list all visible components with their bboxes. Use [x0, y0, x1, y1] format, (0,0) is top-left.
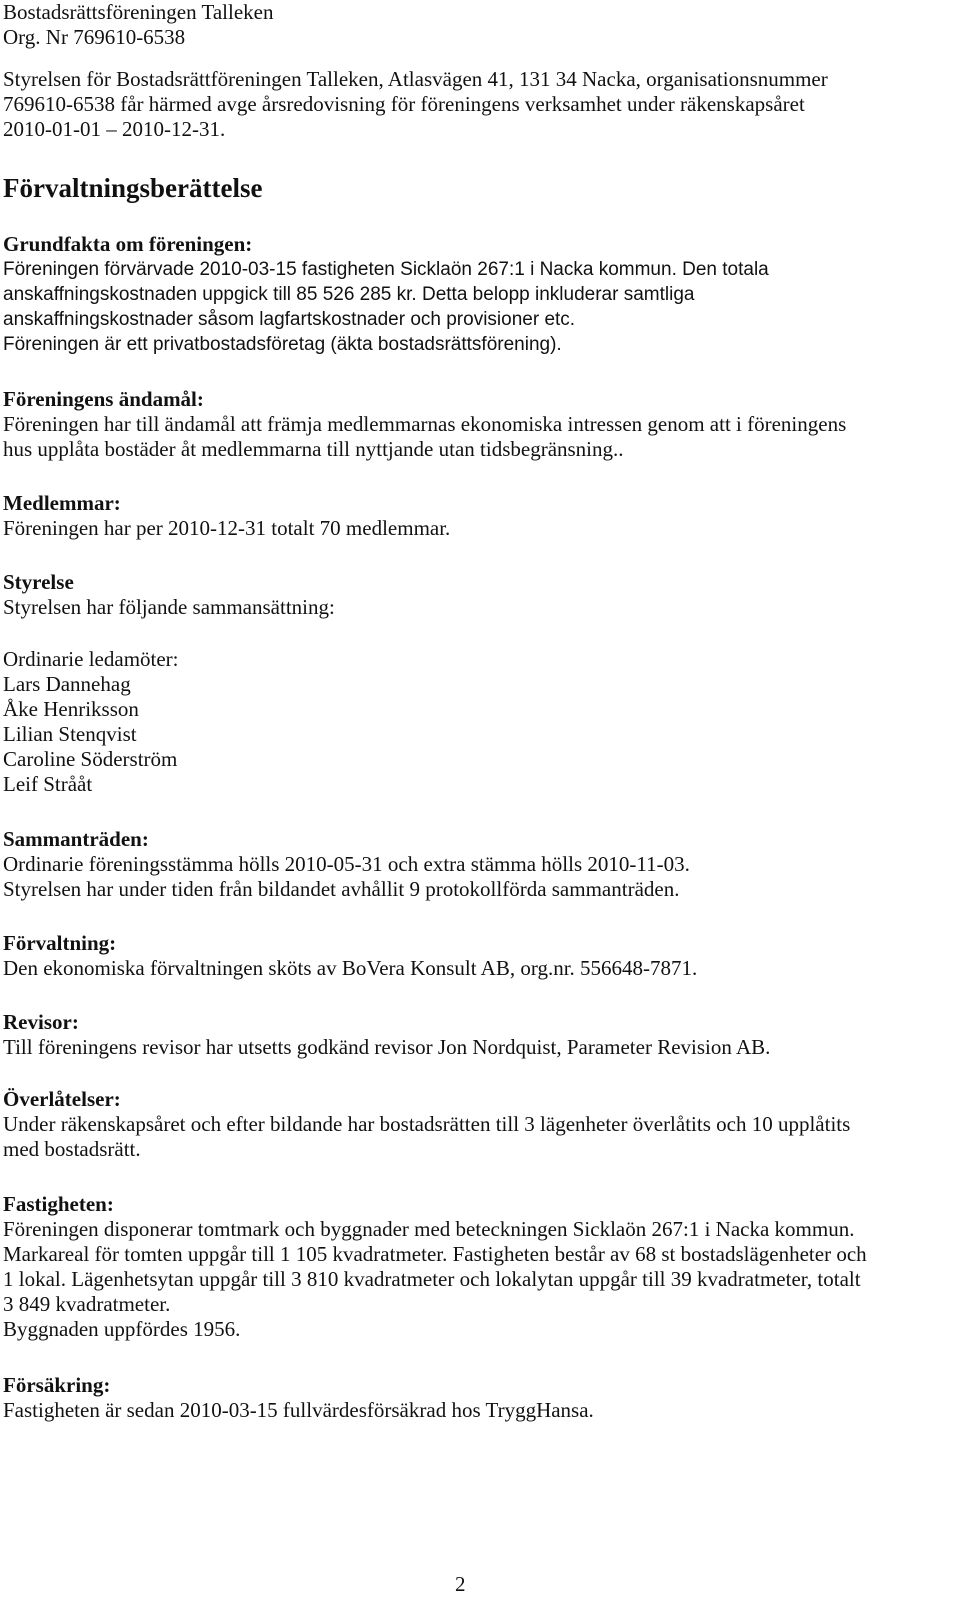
section-heading: Styrelse: [3, 570, 74, 594]
paragraph-line: anskaffningskostnaden uppgick till 85 526 285 kr. Detta belopp inkluderar samtliga: [3, 284, 695, 305]
board-members: [3, 647, 179, 797]
paragraph-line: 3 849 kvadratmeter.: [3, 1292, 171, 1316]
paragraph-line: Markareal för tomten uppgår till 1 105 kvadratmeter. Fastigheten består av 68 st bostadslägenheter och: [3, 1242, 867, 1266]
board-member: Leif Strååt: [3, 772, 93, 796]
paragraph-line: Föreningen har per 2010-12-31 totalt 70 medlemmar.: [3, 516, 451, 540]
section-heading: Försäkring:: [3, 1373, 111, 1397]
paragraph-line: Styrelsen har under tiden från bildandet avhållit 9 protokollförda sammanträden.: [3, 877, 680, 901]
section-heading: Revisor:: [3, 1010, 79, 1034]
board-member: Åke Henriksson: [3, 697, 139, 721]
paragraph-line: 1 lokal. Lägenhetsytan uppgår till 3 810 kvadratmeter och lokalytan uppgår till 39 kvadratmeter, totalt: [3, 1267, 861, 1291]
paragraph-line: Styrelsen har följande sammansättning:: [3, 595, 335, 619]
paragraph-line: Fastigheten är sedan 2010-03-15 fullvärdesförsäkrad hos TryggHansa.: [3, 1398, 594, 1422]
section-forsakring: [3, 1373, 594, 1423]
board-member: Lilian Stenqvist: [3, 722, 137, 746]
section-heading: Grundfakta om föreningen:: [3, 232, 253, 256]
section-heading: Medlemmar:: [3, 491, 121, 515]
section-heading: Överlåtelser:: [3, 1087, 121, 1111]
board-member: Caroline Söderström: [3, 747, 178, 771]
section-heading: Föreningens ändamål:: [3, 387, 204, 411]
section-overlatelser: [3, 1087, 850, 1162]
document-title: Förvaltningsberättelse: [3, 173, 263, 203]
paragraph-line: anskaffningskostnader såsom lagfartskostnader och provisioner etc.: [3, 309, 576, 330]
paragraph-line: med bostadsrätt.: [3, 1137, 141, 1161]
intro-line: Styrelsen för Bostadsrättföreningen Talleken, Atlasvägen 41, 131 34 Nacka, organisationsnummer: [3, 67, 828, 91]
paragraph-line: Under räkenskapsåret och efter bildande har bostadsrätten till 3 lägenheter överlåtits och 10 upplåtits: [3, 1112, 851, 1136]
paragraph-line: Ordinarie föreningsstämma hölls 2010-05-31 och extra stämma hölls 2010-11-03.: [3, 852, 690, 876]
section-sammantraden: [3, 827, 690, 902]
section-revisor: [3, 1010, 770, 1060]
paragraph-line: Föreningen är ett privatbostadsföretag (äkta bostadsrättsförening).: [3, 334, 562, 355]
section-medlemmar: [3, 491, 450, 541]
section-heading: Fastigheten:: [3, 1192, 114, 1216]
paragraph-line: Föreningen förvärvade 2010-03-15 fastigheten Sicklaön 267:1 i Nacka kommun. Den totala: [3, 259, 769, 280]
intro-paragraph: [3, 67, 828, 142]
board-subheading: Ordinarie ledamöter:: [3, 647, 179, 671]
section-fastigheten: [3, 1192, 867, 1342]
section-heading: Förvaltning:: [3, 931, 117, 955]
section-grundfakta: [3, 232, 769, 357]
board-member: Lars Dannehag: [3, 672, 131, 696]
paragraph-line: Föreningen har till ändamål att främja medlemmarnas ekonomiska intressen genom att i föreningens: [3, 412, 847, 436]
paragraph-line: Byggnaden uppfördes 1956.: [3, 1317, 241, 1341]
org-number: Org. Nr 769610-6538: [3, 25, 186, 49]
section-styrelse: [3, 570, 335, 620]
intro-line: 769610-6538 får härmed avge årsredovisning för föreningens verksamhet under räkenskapsåret: [3, 92, 805, 116]
section-forvaltning: [3, 931, 697, 981]
paragraph-line: hus upplåta bostäder åt medlemmarna till nyttjande utan tidsbegränsning..: [3, 437, 624, 461]
letterhead: [3, 0, 274, 50]
paragraph-line: Föreningen disponerar tomtmark och byggnader med beteckningen Sicklaön 267:1 i Nacka kommun.: [3, 1217, 855, 1241]
intro-line: 2010-01-01 – 2010-12-31.: [3, 117, 226, 141]
page-number: 2: [455, 1572, 466, 1596]
org-name: Bostadsrättsföreningen Talleken: [3, 0, 274, 24]
paragraph-line: Den ekonomiska förvaltningen sköts av BoVera Konsult AB, org.nr. 556648-7871.: [3, 956, 698, 980]
section-andamal: [3, 387, 846, 462]
section-heading: Sammanträden:: [3, 827, 149, 851]
paragraph-line: Till föreningens revisor har utsetts godkänd revisor Jon Nordquist, Parameter Revision AB.: [3, 1035, 771, 1059]
